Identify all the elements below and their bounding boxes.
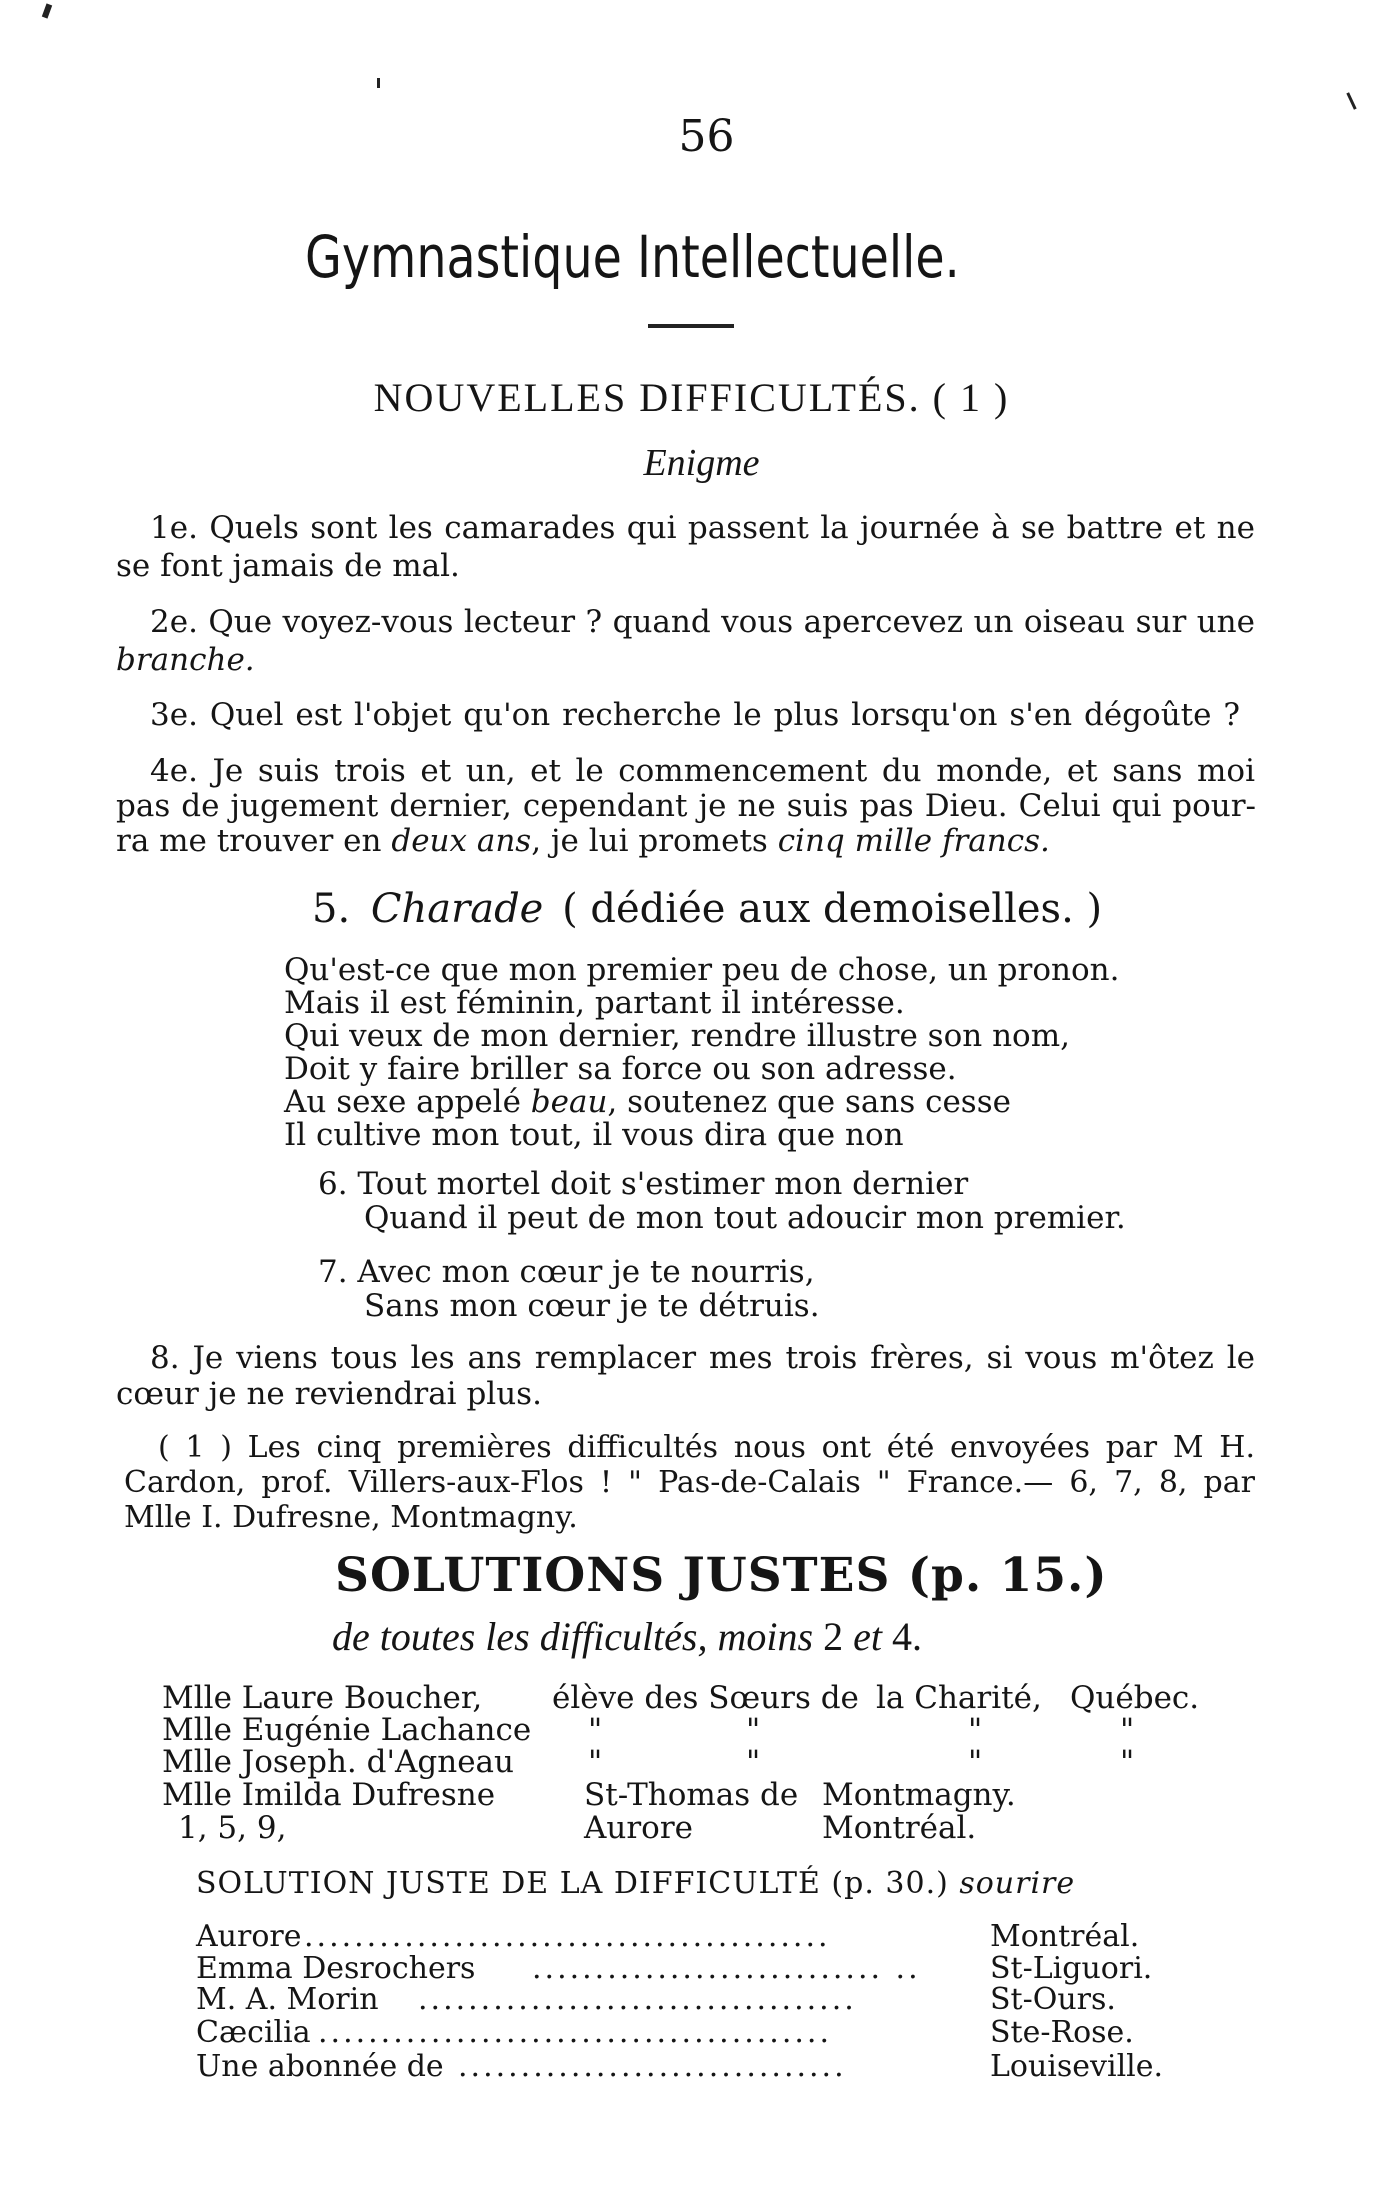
ditto-mark: " [968,1712,983,1748]
footnote-line-1: ( 1 ) Les cinq premières difficultés nous ont été envoyées par M H. [158,1430,1255,1465]
charade-line: Qu'est-ce que mon premier peu de chose, un pronon. [284,952,1120,988]
riddle-1-line-2: se font jamais de mal. [116,548,460,584]
solutions-subheading-number: 2 [823,1614,844,1659]
section-subheading: Enigme [643,442,760,484]
ditto-mark: " [1120,1712,1135,1748]
charade-line: Mais il est féminin, partant il intéresse. [284,985,905,1021]
solver-school: St-Thomas de [584,1777,799,1813]
ditto-mark: " [1120,1744,1135,1780]
riddle-4-text: ra me trouver en [116,823,392,859]
scan-speck [1346,92,1356,110]
solutions-subheading-number: 4. [891,1614,922,1659]
riddle-8-line-2: cœur je ne reviendrai plus. [116,1376,542,1412]
dot-leader: ............................... [458,2049,847,2084]
scan-speck [42,3,52,18]
footnote-line-3: Mlle I. Dufresne, Montmagny. [124,1500,578,1535]
solver-school: Aurore [584,1810,693,1846]
solution-answer: sourire [959,1866,1076,1901]
riddle-4-line-2: pas de jugement dernier, cependant je ne suis pas Dieu. Celui qui pour- [116,788,1256,824]
solver-name: M. A. Morin [196,1982,379,2017]
riddle-6-line-2: Quand il peut de mon tout adoucir mon premier. [364,1200,1126,1236]
charade-line: Doit y faire briller sa force ou son adresse. [284,1051,957,1087]
solver-name: Mlle Imilda Dufresne [162,1777,496,1813]
solver-school: élève des Sœurs de [552,1680,859,1716]
ditto-mark: " [588,1712,603,1748]
dot-leader: ............................ .. [532,1951,921,1986]
page-title: Gymnastique Intellectuelle. [305,223,960,291]
charade-heading [312,885,1102,933]
riddle-4-line-1: 4e. Je suis trois et un, et le commencement du monde, et sans moi [150,753,1255,789]
ditto-mark: " [588,1744,603,1780]
riddle-4-emphasis: cinq mille francs. [777,823,1050,859]
solutions-subheading [332,1613,922,1661]
ditto-mark: " [746,1712,761,1748]
riddle-3-line-1: 3e. Quel est l'objet qu'on recherche le plus lorsqu'on s'en dégoûte ? [150,697,1240,733]
solutions-subheading-text: et [843,1614,892,1659]
solution-heading [196,1866,1075,1902]
charade-number: 5. [312,886,351,932]
solver-city: Montréal. [990,1919,1140,1954]
charade-text: , soutenez que sans cesse [607,1084,1011,1120]
title-rule [648,324,734,328]
solver-city: St-Ours. [990,1982,1116,2017]
solver-name: Emma Desrochers [196,1951,476,1986]
solver-city: Montréal. [822,1810,977,1846]
charade-line: Qui veux de mon dernier, rendre illustre son nom, [284,1018,1070,1054]
charade-dedication: ( dédiée aux demoiselles. ) [562,886,1103,932]
dot-leader: ......................................... [318,2015,832,2050]
solver-name: Une abonnée de [196,2049,444,2084]
solver-city: Montmagny. [822,1777,1016,1813]
solver-name: Mlle Laure Boucher, [162,1680,483,1716]
riddle-7-line-2: Sans mon cœur je te détruis. [364,1288,820,1324]
charade-emphasis: beau [530,1084,608,1120]
charade-line [284,1084,1011,1120]
solver-name: Aurore [196,1919,302,1954]
solver-city: Québec. [1070,1680,1200,1716]
riddle-4-emphasis: deux ans [391,823,532,859]
solutions-subheading-text: de toutes les difficultés, moins [332,1614,824,1659]
solutions-heading: SOLUTIONS JUSTES (p. 15.) [335,1548,1108,1603]
solver-name: Mlle Eugénie Lachance [162,1712,532,1748]
charade-line: Il cultive mon tout, il vous dira que non [284,1117,904,1153]
riddle-4-line-3 [116,823,1050,859]
dot-leader: .......................................... [304,1919,831,1954]
solver-city: St-Liguori. [990,1951,1153,1986]
section-heading: NOUVELLES DIFFICULTÉS. ( 1 ) [373,375,1010,420]
scan-speck [377,78,380,88]
riddle-1-line-1: 1e. Quels sont les camarades qui passent la journée à se battre et ne [150,510,1255,546]
solver-city: Louiseville. [990,2049,1164,2084]
riddle-2-line-2: branche. [116,642,255,678]
page-number: 56 [678,111,735,162]
solver-school: la Charité, [876,1680,1042,1716]
charade-text: Au sexe appelé [284,1084,531,1120]
charade-label: Charade [370,886,544,932]
riddle-7-line-1: 7. Avec mon cœur je te nourris, [318,1254,815,1290]
riddle-8-line-1: 8. Je viens tous les ans remplacer mes trois frères, si vous m'ôtez le [150,1340,1255,1376]
riddle-6-line-1: 6. Tout mortel doit s'estimer mon dernier [318,1166,969,1202]
dot-leader: ................................... [418,1982,857,2017]
solver-name: 1, 5, 9, [178,1810,287,1846]
riddle-4-text: , je lui promets [531,823,778,859]
riddle-2-line-1: 2e. Que voyez-vous lecteur ? quand vous apercevez un oiseau sur une [150,604,1255,640]
solution-heading-text: SOLUTION JUSTE DE LA DIFFICULTÉ (p. 30.) [196,1866,960,1901]
solver-name: Cæcilia [196,2015,311,2050]
solver-name: Mlle Joseph. d'Agneau [162,1744,514,1780]
ditto-mark: " [968,1744,983,1780]
ditto-mark: " [746,1744,761,1780]
footnote-line-2: Cardon, prof. Villers-aux-Flos ! " Pas-de-Calais " France.— 6, 7, 8, par [124,1465,1255,1500]
solver-city: Ste-Rose. [990,2015,1134,2050]
